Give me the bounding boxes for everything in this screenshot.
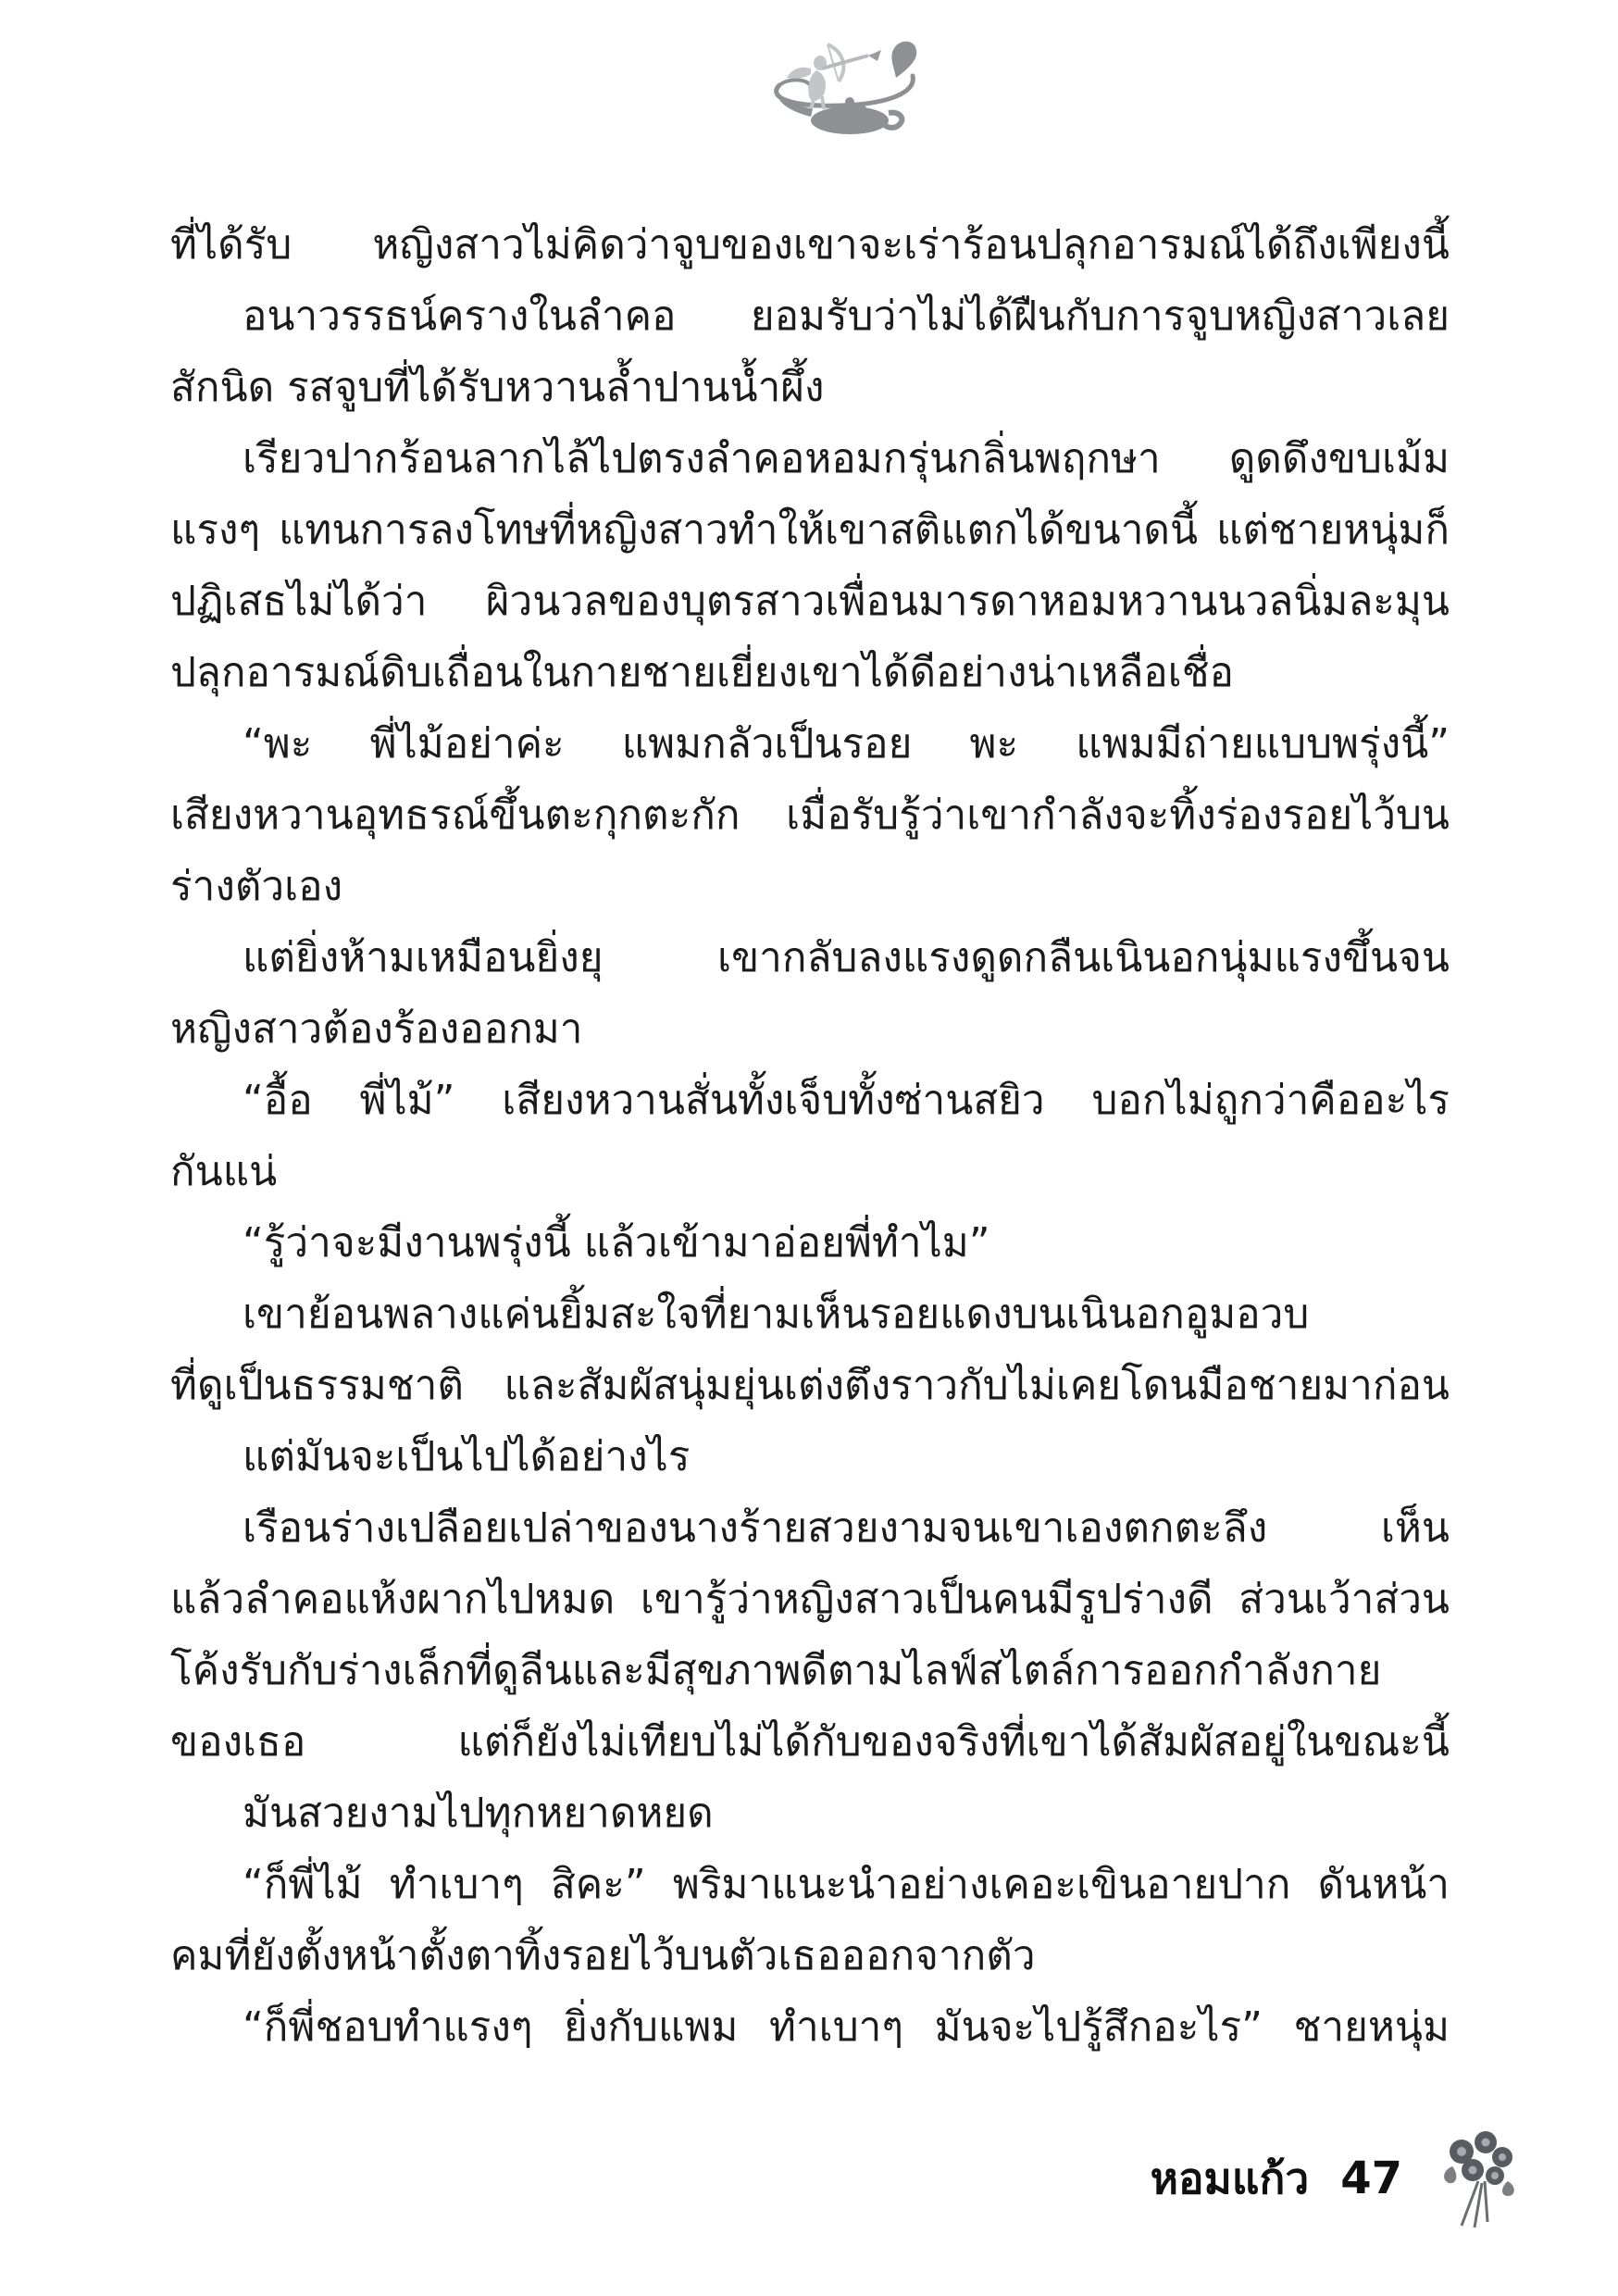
text-line: “อื้อ พี่ไม้” เสียงหวานสั่นทั้งเจ็บทั้งซ่านสยิว บอกไม่ถูกว่าคืออะไร xyxy=(243,1077,1450,1124)
text-line: สักนิด รสจูบที่ได้รับหวานล้ำปานน้ำผึ้ง xyxy=(170,364,825,411)
text-line: “พะ พี่ไม้อย่าค่ะ แพมกลัวเป็นรอย พะ แพมมีถ่ายแบบพรุ่งนี้” xyxy=(243,720,1450,767)
text-line: ที่ดูเป็นธรรมชาติ และสัมผัสนุ่มยุ่นเต่งตึงราวกับไม่เคยโดนมือชายมาก่อน xyxy=(170,1362,1450,1409)
text-line: ของเธอ แต่ก็ยังไม่เทียบไม่ได้กับของจริงที่เขาได้สัมผัสอยู่ในขณะนี้ xyxy=(170,1718,1450,1766)
text-line: อนาวรรธน์ครางในลำคอ ยอมรับว่าไม่ได้ฝืนกับการจูบหญิงสาวเลย xyxy=(243,293,1450,340)
text-line: กันแน่ xyxy=(170,1148,278,1195)
text-line: เรียวปากร้อนลากไล้ไปตรงลำคอหอมกรุ่นกลิ่นพฤกษา ดูดดึงขบเม้ม xyxy=(243,435,1450,482)
text-line: แล้วลำคอแห้งผากไปหมด เขารู้ว่าหญิงสาวเป็นคนมีรูปร่างดี ส่วนเว้าส่วน xyxy=(170,1576,1450,1623)
text-line: โค้งรับกับร่างเล็กที่ดูลีนและมีสุขภาพดีตามไลฟ์สไตล์การออกกำลังกาย xyxy=(170,1647,1382,1694)
page-footer xyxy=(1151,2126,1522,2232)
text-line: ปลุกอารมณ์ดิบเถื่อนในกายชายเยี่ยงเขาได้ดีอย่างน่าเหลือเชื่อ xyxy=(170,649,1234,696)
text-line: เรือนร่างเปลือยเปล่าของนางร้ายสวยงามจนเขาเองตกตะลึง เห็น xyxy=(243,1504,1450,1552)
text-line: ร่างตัวเอง xyxy=(170,863,343,910)
text-line: หญิงสาวต้องร้องออกมา xyxy=(170,1005,583,1053)
rose-bouquet-icon xyxy=(1434,2126,1522,2232)
page-text xyxy=(170,209,1450,2063)
text-line: มันสวยงามไปทุกหยาดหยด xyxy=(243,1790,714,1837)
text-line: ที่ได้รับ หญิงสาวไม่คิดว่าจูบของเขาจะเร่าร้อนปลุกอารมณ์ได้ถึงเพียงนี้ xyxy=(170,221,1450,268)
text-line: “ก็พี่ชอบทำแรงๆ ยิ่งกับแพม ทำเบาๆ มันจะไปรู้สึกอะไร” ชายหนุ่ม xyxy=(243,2003,1450,2051)
text-line: “ก็พี่ไม้ ทำเบาๆ สิคะ” พริมาแนะนำอย่างเคอะเขินอายปาก ดันหน้า xyxy=(243,1861,1450,1908)
text-line: ปฏิเสธไม่ได้ว่า ผิวนวลของบุตรสาวเพื่อนมารดาหอมหวานนวลนิ่มละมุน xyxy=(170,578,1450,625)
page-number: 47 xyxy=(1340,2152,1402,2204)
text-line: เสียงหวานอุทธรณ์ขึ้นตะกุกตะกัก เมื่อรับรู้ว่าเขากำลังจะทิ้งร่องรอยไว้บน xyxy=(170,792,1450,839)
text-line: เขาย้อนพลางแค่นยิ้มสะใจที่ยามเห็นรอยแดงบนเนินอกอูมอวบ xyxy=(243,1291,1310,1338)
text-line: แต่มันจะเป็นไปได้อย่างไร xyxy=(243,1433,691,1480)
lamp-cupid-ornament-icon xyxy=(731,28,940,134)
text-line: แต่ยิ่งห้ามเหมือนยิ่งยุ เขากลับลงแรงดูดกลืนเนินอกนุ่มแรงขึ้นจน xyxy=(243,934,1450,981)
text-line: แรงๆ แทนการลงโทษที่หญิงสาวทำให้เขาสติแตกได้ขนาดนี้ แต่ชายหนุ่มก็ xyxy=(170,506,1450,554)
text-line: “รู้ว่าจะมีงานพรุ่งนี้ แล้วเข้ามาอ่อยพี่ทำไม” xyxy=(243,1219,990,1267)
text-line: คมที่ยังตั้งหน้าตั้งตาทิ้งรอยไว้บนตัวเธอออกจากตัว xyxy=(170,1932,1036,1979)
book-title: หอมแก้ว xyxy=(1150,2153,1310,2203)
